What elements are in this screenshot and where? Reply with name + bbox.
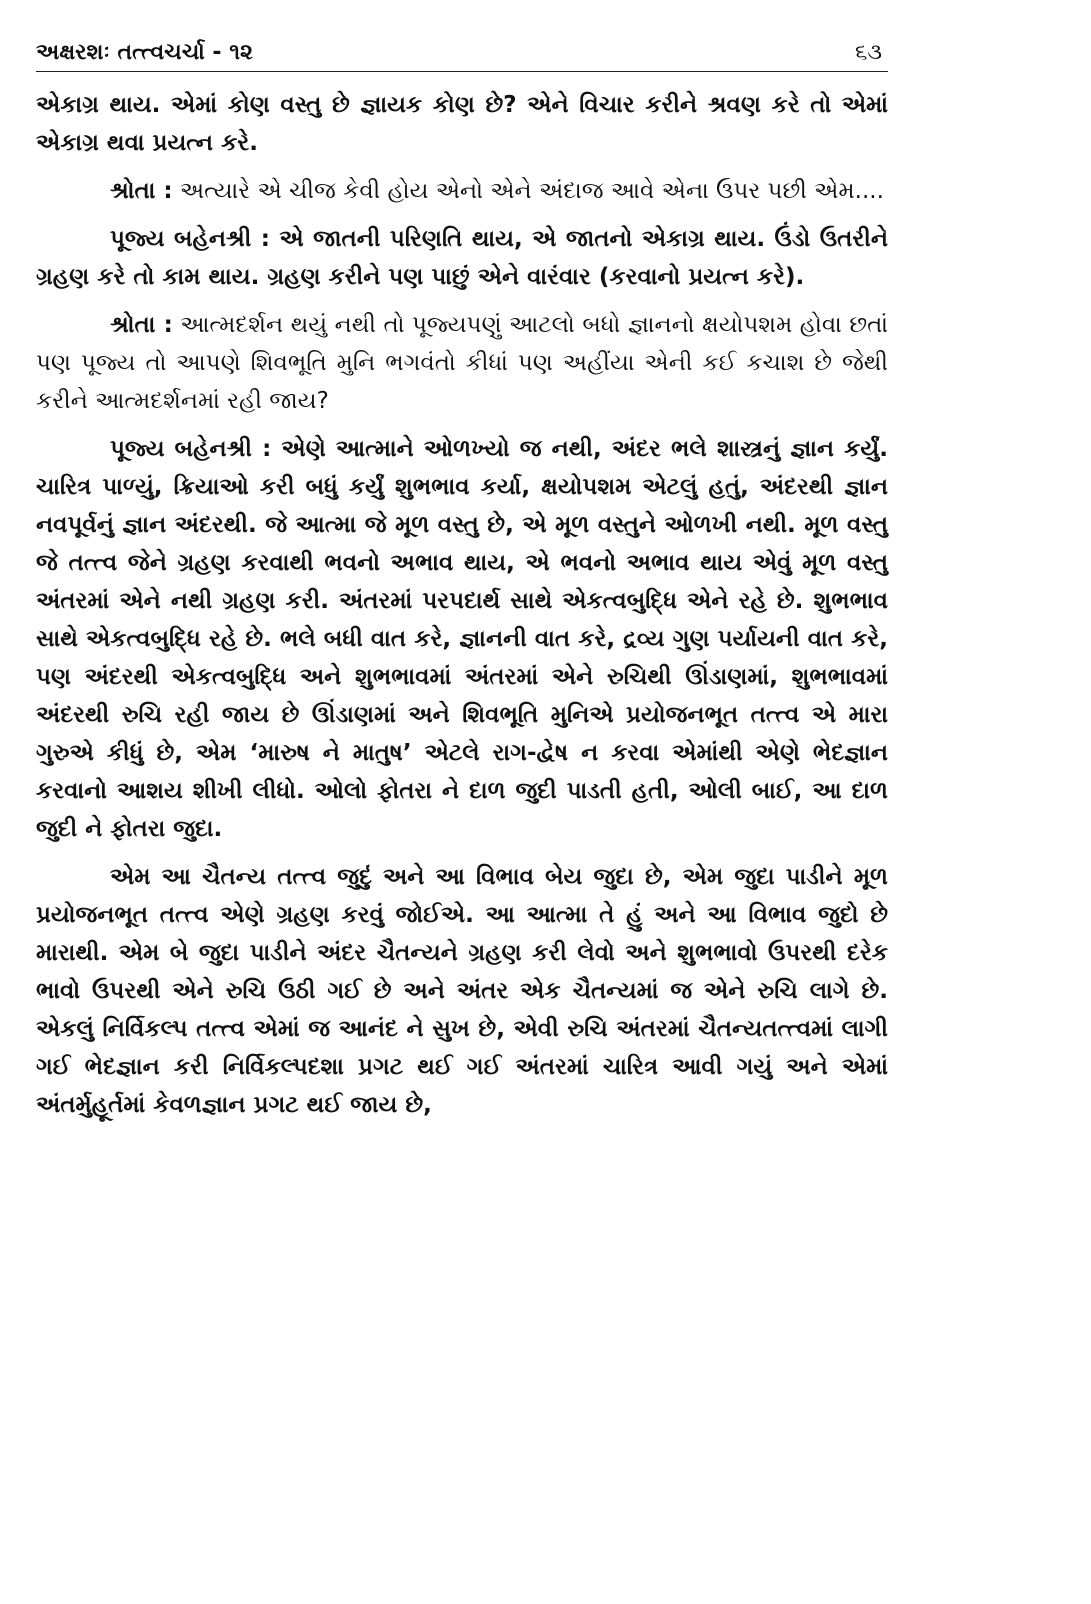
page-content xyxy=(36,86,888,1124)
paragraph-listener-question xyxy=(36,172,888,210)
book-page xyxy=(36,40,888,1134)
page-number: ૬૩ xyxy=(855,40,882,65)
running-title: અક્ષરશઃ તત્ત્વચર્ચા - ૧૨ xyxy=(36,40,253,65)
paragraph-bahenshri-answer xyxy=(36,220,888,296)
running-header xyxy=(36,40,888,72)
paragraph-text: એમ આ ચૈતન્ય તત્ત્વ જુદું અને આ વિભાવ બેય જુદા છે, એમ જુદા પાડીને મૂળ પ્રયોજનભૂત તત્ત્વ એણે ગ્રહણ કરવું જોઈએ. આ આત્મા તે હું અને આ વિભાવ જુદો છે મારાથી. એમ બે જુદા પાડીને અંદર ચૈતન્યને ગ્રહણ કરી લેવો અને શુભભાવો ઉપરથી દરેક ભાવો ઉપરથી એને રુચિ ઉઠી ગઈ છે અને અંતર એક ચૈતન્યમાં જ એને રુચિ લાગે છે. એકલું નિર્વિકલ્પ તત્ત્વ એમાં જ આનંદ ને સુખ છે, એવી રુચિ અંતરમાં ચૈતન્યતત્ત્વમાં લાગી ગઈ ભેદજ્ઞાન કરી નિર્વિકલ્પદશા પ્રગટ થઈ ગઈ અંતરમાં ચારિત્ર આવી ગયું અને એમાં અંતર્મુહૂર્તમાં કેવળજ્ઞાન પ્રગટ થઈ જાય છે, xyxy=(36,864,888,1118)
paragraph-continuation xyxy=(36,858,888,1124)
speaker-label: પૂજ્ય બહેનશ્રી : xyxy=(110,226,270,252)
paragraph-text: અત્યારે એ ચીજ કેવી હોય એનો એને અંદાજ આવે એના ઉપર પછી એમ.... xyxy=(172,178,884,204)
speaker-label: પૂજ્ય બહેનશ્રી : xyxy=(110,436,272,462)
paragraph-text: એ જાતની પરિણતિ થાય, એ જાતનો એકાગ્ર થાય. ઉંડો ઉતરીને ગ્રહણ કરે તો કામ થાય. ગ્રહણ કરીને પણ પાછું એને વારંવાર (કરવાનો પ્રયત્ન કરે). xyxy=(36,226,888,290)
paragraph-listener-question xyxy=(36,306,888,420)
speaker-label: શ્રોતા : xyxy=(110,178,173,204)
speaker-label: શ્રોતા : xyxy=(110,312,173,338)
paragraph-continuation xyxy=(36,86,888,162)
paragraph-text: એણે આત્માને ઓળખ્યો જ નથી, અંદર ભલે શાસ્ત્રનું જ્ઞાન કર્યું. ચારિત્ર પાળ્યું, ક્રિયાઓ કરી બધું કર્યું શુભભાવ કર્યા, ક્ષયોપશમ એટલું હતું, અંદરથી જ્ઞાન નવપૂર્વનું જ્ઞાન અંદરથી. જે આત્મા જે મૂળ વસ્તુ છે, એ મૂળ વસ્તુને ઓળખી નથી. મૂળ વસ્તુ જે તત્ત્વ જેને ગ્રહણ કરવાથી ભવનો અભાવ થાય, એ ભવનો અભાવ થાય એવું મૂળ વસ્તુ અંતરમાં એને નથી ગ્રહણ કરી. અંતરમાં પરપદાર્થ સાથે એકત્વબુદ્ધિ એને રહે છે. શુભભાવ સાથે એકત્વબુદ્ધિ રહે છે. ભલે બધી વાત કરે, જ્ઞાનની વાત કરે, દ્રવ્ય ગુણ પર્યાયની વાત કરે, પણ અંદરથી એકત્વબુદ્ધિ અને શુભભાવમાં અંતરમાં એને રુચિથી ઊંડાણમાં, શુભભાવમાં અંદરથી રુચિ રહી જાય છે ઊંડાણમાં અને શિવભૂતિ મુનિએ પ્રયોજનભૂત તત્ત્વ એ મારા ગુરુએ કીધું છે, એમ ‘મારુષ ને માતુષ’ એટલે રાગ-દ્વેષ ન કરવા એમાંથી એણે ભેદજ્ઞાન કરવાનો આશય શીખી લીધો. ઓલો ફોતરા ને દાળ જુદી પાડતી હતી, ઓલી બાઈ, આ દાળ જુદી ને ફોતરા જુદા. xyxy=(36,436,888,842)
paragraph-bahenshri-answer xyxy=(36,430,888,848)
paragraph-text: આત્મદર્શન થયું નથી તો પૂજ્યપણું આટલો બધો જ્ઞાનનો ક્ષયોપશમ હોવા છતાં પણ પૂજ્ય તો આપણે શિવભૂતિ મુનિ ભગવંતો કીધાં પણ અહીંયા એની કઈ કચાશ છે જેથી કરીને આત્મદર્શનમાં રહી જાય? xyxy=(36,312,888,414)
paragraph-text: એકાગ્ર થાય. એમાં કોણ વસ્તુ છે જ્ઞાયક કોણ છે? એને વિચાર કરીને શ્રવણ કરે તો એમાં એકાગ્ર થવા પ્રયત્ન કરે. xyxy=(36,92,888,156)
